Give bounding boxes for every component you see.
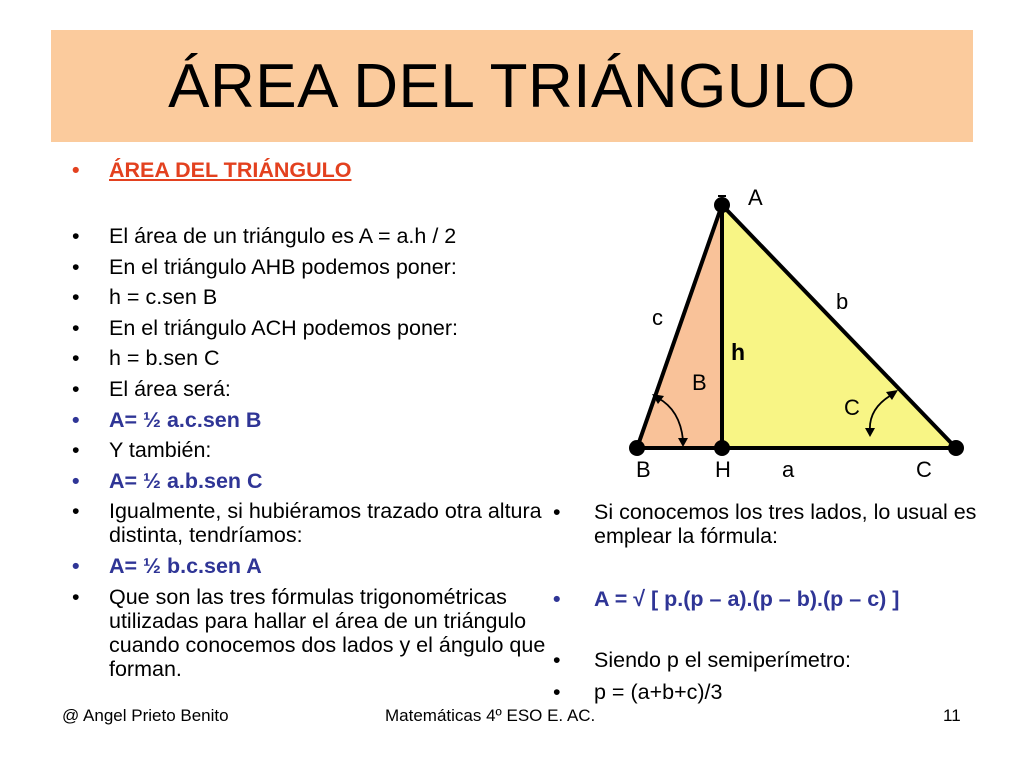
left-list-item-text: A= ½ b.c.sen A [109, 554, 262, 578]
left-list-item [72, 377, 567, 401]
bullet-marker: • [553, 500, 561, 524]
bullet-marker: • [72, 285, 80, 309]
bullet-marker: • [72, 255, 80, 279]
left-list-item [72, 438, 567, 462]
left-list-item-text: El área será: [109, 377, 231, 401]
right-list-item [553, 680, 994, 704]
left-list-item [72, 408, 567, 432]
footer-author: @ Angel Prieto Benito [62, 706, 229, 725]
right-list-item [553, 648, 994, 672]
right-list-item [553, 587, 994, 611]
bullet-marker: • [72, 469, 80, 493]
bullet-marker: • [553, 648, 561, 672]
bullet-marker: • [72, 224, 80, 248]
left-list-item [72, 554, 567, 578]
label-point-c: C [916, 457, 932, 482]
right-list-item-text: A = √ [ p.(p – a).(p – b).(p – c) ] [594, 587, 900, 611]
bullet-marker: • [72, 438, 80, 462]
left-list-item-text: Y también: [109, 438, 212, 462]
left-list-item-text: A= ½ a.c.sen B [109, 408, 262, 432]
label-height-h: h [731, 339, 746, 365]
vertex-a-dot [714, 197, 730, 213]
left-list-item-text: El área de un triángulo es A = a.h / 2 [109, 224, 457, 248]
left-list-item-text: Que son las tres fórmulas trigonométricas utilizadas para hallar el área de un triángulo cuando conocemos dos lados y el ángulo que forman. [109, 585, 546, 681]
left-list-item-text: Igualmente, si hubiéramos trazado otra altura distinta, tendríamos: [109, 499, 542, 547]
triangle-figure [600, 170, 980, 490]
bullet-marker: • [72, 316, 80, 340]
right-list-item-text: Si conocemos los tres lados, lo usual es emplear la fórmula: [594, 500, 977, 548]
left-list-item [72, 585, 567, 681]
bullet-marker: • [553, 680, 561, 704]
left-list-item-text: ÁREA DEL TRIÁNGULO [109, 158, 352, 182]
vertex-c-dot [948, 440, 964, 456]
left-list-item [72, 469, 567, 493]
label-side-b: b [836, 289, 849, 314]
label-side-c: c [652, 305, 663, 330]
page-title: ÁREA DEL TRIÁNGULO [168, 51, 856, 121]
footer-course: Matemáticas 4º ESO E. AC. [385, 706, 596, 725]
right-list-item [553, 500, 994, 548]
bullet-marker: • [72, 158, 80, 182]
footer-page-number: 11 [943, 706, 961, 725]
bullet-marker: • [72, 499, 80, 523]
left-list-item-text: En el triángulo AHB podemos poner: [109, 255, 457, 279]
label-angle-c: C [844, 395, 860, 420]
label-point-b: B [636, 457, 651, 482]
point-h-dot [714, 440, 730, 456]
label-side-a: a [782, 457, 795, 482]
left-list-item [72, 224, 567, 248]
left-list-item-text: h = c.sen B [109, 285, 218, 309]
bullet-marker: • [72, 408, 80, 432]
left-list-item [72, 255, 567, 279]
left-list-item [72, 158, 567, 182]
bullet-marker: • [72, 377, 80, 401]
title-bar [51, 30, 973, 142]
left-list-item [72, 499, 567, 547]
left-list-item [72, 285, 567, 309]
bullet-marker: • [553, 587, 561, 611]
bullet-marker: • [72, 585, 80, 609]
right-list-item-text: Siendo p el semiperímetro: [594, 648, 851, 672]
bullet-marker: • [72, 346, 80, 370]
left-list-item-text: A= ½ a.b.sen C [109, 469, 263, 493]
left-list-item [72, 346, 567, 370]
left-list-item [72, 316, 567, 340]
bullet-marker: • [72, 554, 80, 578]
right-list-item-text: p = (a+b+c)/3 [594, 680, 723, 704]
left-list-item-text: h = b.sen C [109, 346, 220, 370]
left-list-item-text: En el triángulo ACH podemos poner: [109, 316, 458, 340]
label-vertex-a: A [748, 185, 763, 210]
vertex-b-dot [629, 440, 645, 456]
label-angle-b: B [692, 370, 707, 395]
label-point-h: H [715, 457, 731, 482]
